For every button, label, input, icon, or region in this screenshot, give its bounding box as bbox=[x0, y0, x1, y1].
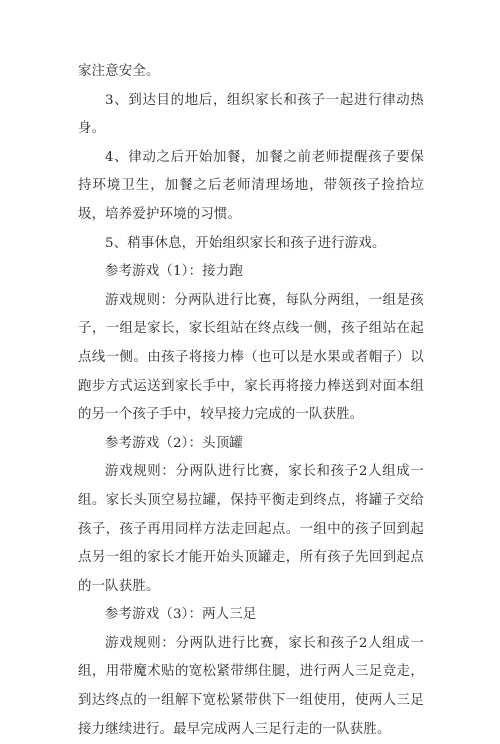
game-3-heading: 参考游戏（3）：两人三足 bbox=[105, 607, 257, 623]
game-3-rules: 游戏规则：分两队进行比赛，家长和孩子2人组成一组，用带魔术贴的宽松紧带绑住腿，进行两人三足竞走，到达终点的一组解下宽松紧带供下一组使用，使两人三足接力继续进行。最早完成两人三足行走的一队获胜。 bbox=[78, 635, 424, 737]
paragraph-step-4: 4、律动之后开始加餐，加餐之前老师提醒孩子要保持环境卫生，加餐之后老师清理场地，带领孩子捡拾垃圾，培养爱护环境的习惯。 bbox=[78, 149, 424, 222]
paragraph-step-5: 5、稍事休息，开始组织家长和孩子进行游戏。 bbox=[105, 235, 386, 251]
game-1-rules: 游戏规则：分两队进行比赛，每队分两组，一组是孩子，一组是家长，家长组站在终点线一侧，孩子组站在起点线一侧。由孩子将接力棒（也可以是水果或者帽子）以跑步方式运送到家长手中，家长再将接力棒送到对面本组的另一个孩子手中，较早接力完成的一队获胜。 bbox=[78, 292, 424, 423]
game-1-heading: 参考游戏（1）：接力跑 bbox=[105, 264, 243, 280]
game-2-rules: 游戏规则：分两队进行比赛，家长和孩子2人组成一组。家长头顶空易拉罐，保持平衡走到终点，将罐子交给孩子，孩子再用同样方法走回起点。一组中的孩子回到起点另一组的家长才能开始头顶罐走，所有孩子先回到起点的一队获胜。 bbox=[78, 464, 424, 594]
paragraph-step-3: 3、到达目的地后，组织家长和孩子一起进行律动热身。 bbox=[78, 92, 424, 137]
document-body bbox=[78, 58, 424, 744]
paragraph-continuation: 家注意安全。 bbox=[78, 64, 160, 79]
game-2-heading: 参考游戏（2）：头顶罐 bbox=[105, 435, 243, 451]
